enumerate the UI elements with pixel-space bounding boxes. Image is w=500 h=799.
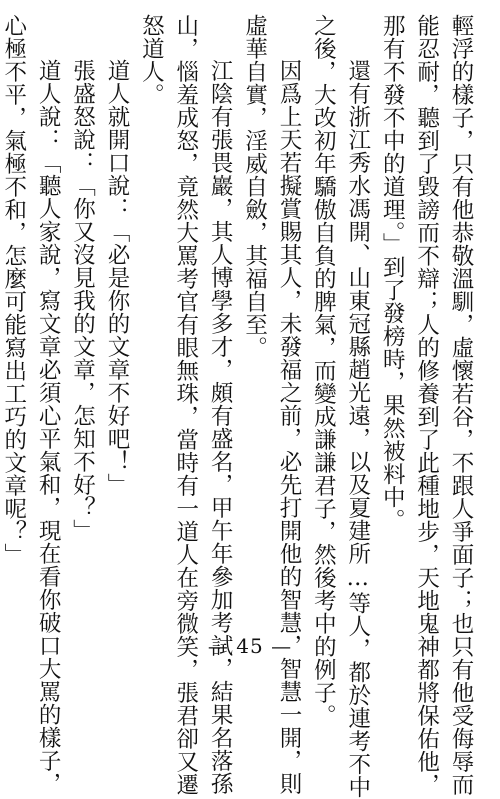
text-line: 輕浮的樣子，只有他恭敬溫馴，虛懷若谷，不跟人爭面子；也只有他受侮辱而 <box>448 14 474 796</box>
text-line: 因爲上天若擬賞賜其人，未發福之前，必先打開他的智慧，智慧一開，則 <box>275 59 302 795</box>
text-line: 心極不平，氣極不和，怎麼可能寫出工巧的文章呢？」 <box>0 14 27 566</box>
text-line: 道人就開口說：「必是你的文章不好吧！」 <box>103 59 130 496</box>
text-line: 那有不發不中的道理。」到了發榜時，果然被料中。 <box>379 14 406 532</box>
text-line: 虛華自實，淫威自斂，其福自至。 <box>241 14 268 359</box>
text-line: 張盛怒說：「你又沒見我的文章，怎知不好？」 <box>69 59 96 542</box>
text-line: 之後，大改初年驕傲自負的脾氣，而變成謙謙君子，然後考中的例子。 <box>310 14 337 727</box>
text-line: 山，惱羞成怒，竟然大罵考官有眼無珠，當時有一道人在旁微笑，張君卻又遷 <box>172 14 199 796</box>
text-line: 還有浙江秀水馮開、山東冠縣趙光遠，以及夏建所…等人，都於連考不中 <box>344 59 371 799</box>
text-line: 江陰有張畏巖，其人博學多才，頗有盛名，甲午年參加考試，結果名落孫 <box>207 59 234 795</box>
text-line: 怒道人。 <box>138 14 165 106</box>
text-line: 能忍耐，聽到了毀謗而不辯；人的修養到了此種地步，天地鬼神都將保佑他， <box>413 14 440 796</box>
page-number: — 45 — <box>207 634 293 658</box>
text-line: 道人說：「聽人家說，寫文章必須心平氣和，現在看你破口大罵的樣子， <box>35 59 62 795</box>
